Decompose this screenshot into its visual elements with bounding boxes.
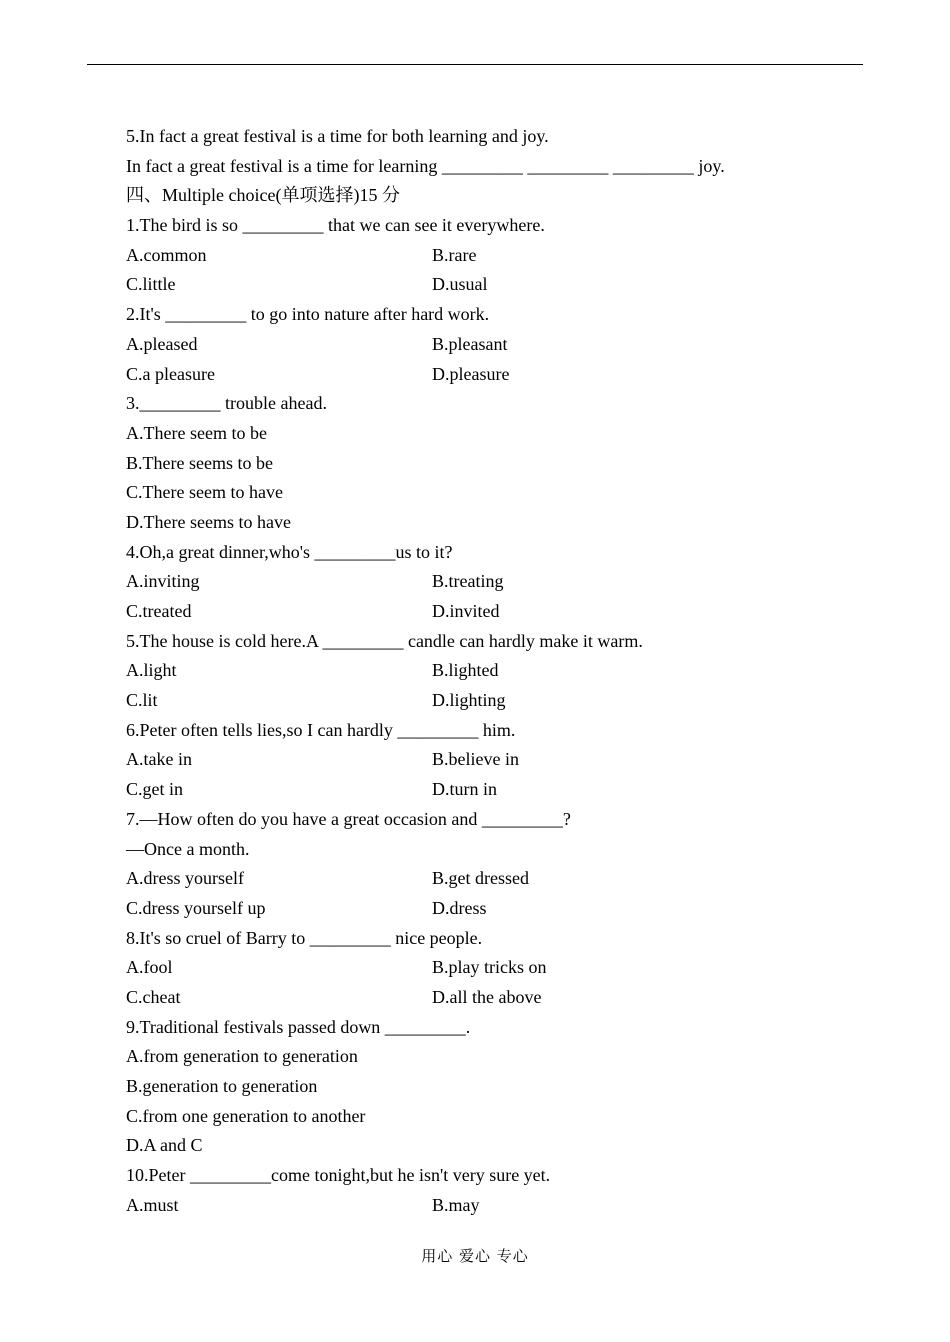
option: B.lighted: [432, 660, 499, 681]
option: C.get in: [126, 779, 183, 800]
option: D.lighting: [432, 690, 506, 711]
option: D.pleasure: [432, 363, 510, 384]
question-response: —Once a month.: [126, 838, 250, 859]
option: D.There seems to have: [126, 511, 291, 532]
option: D.all the above: [432, 986, 542, 1007]
option: B.get dressed: [432, 868, 529, 889]
option: A.common: [126, 244, 207, 265]
option: C.treated: [126, 601, 192, 621]
option-row: [126, 360, 826, 390]
option: C.a pleasure: [126, 363, 215, 384]
option: C.There seem to have: [126, 482, 283, 503]
option: B.believe in: [432, 749, 519, 770]
option-row: [126, 270, 826, 300]
option-row: [126, 597, 826, 627]
option: A.inviting: [126, 571, 200, 592]
option: D.invited: [432, 601, 500, 621]
option: B.play tricks on: [432, 957, 547, 978]
option: C.cheat: [126, 986, 181, 1007]
option: A.from generation to generation: [126, 1046, 358, 1067]
question-stem: 10.Peter _________come tonight,but he isn't very sure yet.: [126, 1165, 551, 1186]
option-row: [126, 330, 826, 360]
option: A.take in: [126, 749, 192, 770]
option: D.usual: [432, 274, 488, 295]
option-row: [126, 953, 826, 983]
option-row: [126, 1191, 826, 1221]
option: A.There seem to be: [126, 422, 267, 443]
section-title: 四、Multiple choice(单项选择)15 分: [126, 185, 400, 206]
option: A.light: [126, 660, 177, 681]
option: D.A and C: [126, 1135, 203, 1156]
option: A.pleased: [126, 333, 198, 354]
option: C.dress yourself up: [126, 897, 266, 918]
document-body: [126, 122, 826, 1220]
question-stem: 2.It's _________ to go into nature after hard work.: [126, 304, 490, 325]
question-stem: 7.—How often do you have a great occasion and _________?: [126, 808, 571, 829]
option-row: [126, 775, 826, 805]
question-stem: 1.The bird is so _________ that we can see it everywhere.: [126, 215, 545, 236]
option: B.pleasant: [432, 333, 508, 354]
option-row: [126, 241, 826, 271]
option: B.There seems to be: [126, 452, 273, 473]
option: A.dress yourself: [126, 868, 244, 889]
option-row: [126, 567, 826, 597]
question-stem: 6.Peter often tells lies,so I can hardly _________ him.: [126, 719, 516, 740]
option: C.lit: [126, 690, 158, 711]
page-footer: 用心 爱心 专心: [421, 1247, 529, 1265]
option: C.little: [126, 274, 176, 295]
question-stem: 9.Traditional festivals passed down _________.: [126, 1016, 471, 1037]
translation-q5-original: 5.In fact a great festival is a time for both learning and joy.: [126, 126, 549, 146]
option: C.from one generation to another: [126, 1105, 366, 1126]
question-stem: 3._________ trouble ahead.: [126, 393, 327, 414]
question-stem: 8.It's so cruel of Barry to _________ nice people.: [126, 927, 483, 948]
option: D.turn in: [432, 779, 497, 800]
option: A.fool: [126, 957, 173, 978]
question-stem: 5.The house is cold here.A _________ candle can hardly make it warm.: [126, 630, 643, 651]
option: B.may: [432, 1194, 480, 1215]
option-row: [126, 656, 826, 686]
option-row: [126, 894, 826, 924]
option: D.dress: [432, 897, 487, 918]
option: B.treating: [432, 571, 504, 592]
option: B.rare: [432, 244, 477, 265]
option: B.generation to generation: [126, 1076, 318, 1096]
translation-q5-rewrite: In fact a great festival is a time for learning _________ _________ _________ joy.: [126, 155, 725, 176]
option-row: [126, 686, 826, 716]
option-row: [126, 864, 826, 894]
question-stem: 4.Oh,a great dinner,who's _________us to it?: [126, 541, 453, 562]
option-row: [126, 745, 826, 775]
header-rule: [87, 64, 863, 65]
option: A.must: [126, 1194, 179, 1215]
option-row: [126, 983, 826, 1013]
